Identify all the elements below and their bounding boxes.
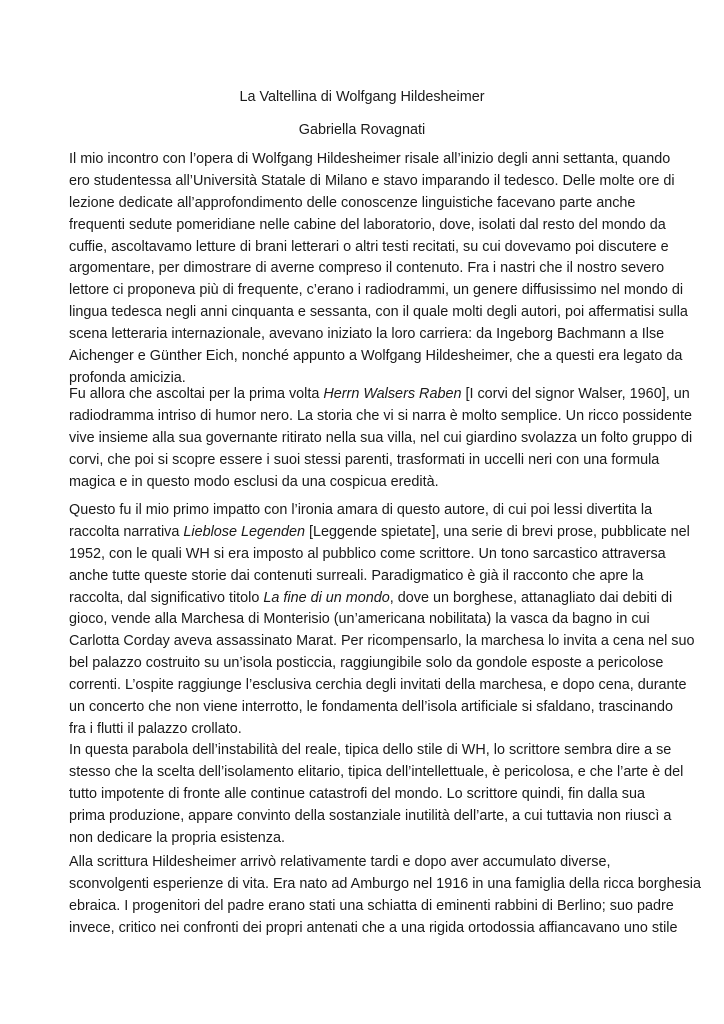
text-run: [I corvi del signor Walser, 1960], un [461, 386, 690, 402]
paragraph-line: Alla scrittura Hildesheimer arrivò relativamente tardi e dopo aver accumulato diverse, [69, 854, 611, 870]
paragraph-line: In questa parabola dell’instabilità del reale, tipica dello stile di WH, lo scrittore sembra dire a se [69, 742, 672, 758]
text-run: , dove un borghese, attanagliato dai debiti di [389, 589, 673, 606]
paragraph-line: corvi, che poi si scopre essere i suoi stessi parenti, trasformati in uccelli neri con una formula [69, 451, 660, 468]
paragraph-line: 1952, con le quali WH si era imposto al pubblico come scrittore. Un tono sarcastico attraversa [69, 545, 666, 562]
paragraph-line: tutto impotente di fronte alle continue catastrofi del mondo. Lo scrittore quindi, fin dalla sua [69, 785, 645, 802]
text-run: Fu allora che ascoltai per la prima volta [69, 386, 324, 402]
paragraph-line: stesso che la scelta dell’isolamento elitario, tipica dell’intellettuale, è pericolosa, e che l’arte è del [69, 763, 684, 780]
paragraph-line [69, 522, 690, 544]
paragraph-line: ebraica. I progenitori del padre erano stati una schiatta di eminenti rabbini di Berlino; suo padre [69, 897, 674, 914]
paragraph-line: lezione dedicate all’approfondimento delle conoscenze linguistiche facevano parte anche [69, 194, 636, 211]
paragraph-line: lettore ci proponeva più di frequente, c’erano i radiodrammi, un genere diffusissimo nel mondo di [69, 282, 684, 299]
paragraph-line: argomentare, per dimostrare di averne compreso il contenuto. Fra i nastri che il nostro severo [69, 260, 665, 277]
paragraph-line: gioco, vende alla Marchesa di Monterisio (un’americana nobilitata) la vasca da bagno in cui [69, 611, 650, 628]
paragraph-line: vive insieme alla sua governante ritirato nella sua villa, nel cui giardino svolazza un folto gruppo di [69, 429, 693, 446]
work-title-italic: Lieblose Legenden [183, 523, 306, 540]
paragraph-line: radiodramma intriso di humor nero. La storia che vi si narra è molto semplice. Un ricco possidente [69, 407, 693, 424]
paragraph-line: un concerto che non viene interrotto, le fondamenta dell’isola artificiale si sfaldano, trascinando [69, 699, 673, 716]
paragraph-line: Il mio incontro con l’opera di Wolfgang Hildesheimer risale all’inizio degli anni settanta, quando [69, 151, 671, 167]
text-run: raccolta, dal significativo titolo [69, 589, 264, 606]
paragraph-line: correnti. L’ospite raggiunge l’esclusiva cerchia degli invitati della marchesa, e dopo cena, durante [69, 677, 687, 694]
paragraph-line: non dedicare la propria esistenza. [69, 829, 285, 846]
paragraph-line: Aichenger e Günther Eich, nonché appunto a Wolfgang Hildesheimer, che a questi era legato da [69, 348, 683, 365]
paragraph-line: fra i flutti il palazzo crollato. [69, 720, 242, 737]
paragraph-line: bel palazzo costruito su un’isola posticcia, raggiungibile solo da gondole esposte a pericolose [69, 655, 664, 672]
paragraph-line: sconvolgenti esperienze di vita. Era nato ad Amburgo nel 1916 in una famiglia della ricca borghesia [69, 875, 701, 892]
paragraph-line: invece, critico nei confronti dei propri antenati che a una rigida ortodossia affiancavano uno stile [69, 919, 678, 936]
document-author: Gabriella Rovagnati [298, 122, 426, 138]
paragraph-line: Carlotta Corday aveva assassinato Marat. Per ricompensarlo, la marchesa lo invita a cena nel suo [69, 633, 695, 650]
paragraph-line: magica e in questo modo esclusi da una cospicua eredità. [69, 473, 439, 490]
paragraph-2 [69, 384, 693, 493]
text-run: [Leggende spietate], una serie di brevi prose, pubblicate nel [305, 523, 690, 540]
document-title: La Valtellina di Wolfgang Hildesheimer [239, 89, 485, 105]
paragraph-line: cuffie, ascoltavamo letture di brani letterari o altri testi recitati, su cui dovevamo poi discutere e [69, 238, 669, 255]
paragraph-line: profonda amicizia. [69, 369, 186, 386]
paragraph-1 [69, 149, 688, 390]
paragraph-line [69, 588, 673, 610]
paragraph-3 [69, 500, 695, 741]
work-title-italic: Herrn Walsers Raben [323, 386, 462, 402]
paragraph-line: lingua tedesca negli anni cinquanta e sessanta, con il quale molti degli autori, poi affermatisi sulla [69, 304, 688, 321]
paragraph-line: ero studentessa all’Università Statale di Milano e stavo imparando il tedesco. Delle molte ore di [69, 172, 675, 189]
paragraph-line: scena letteraria internazionale, avevano iniziato la loro carriera: da Ingeborg Bachmann a Ilse [69, 326, 665, 343]
paragraph-line: anche tutte queste storie dai contenuti surreali. Paradigmatico è già il racconto che apre la [69, 567, 644, 584]
paragraph-line: frequenti sedute pomeridiane nelle cabine del laboratorio, dove, isolati dal resto del mondo da [69, 216, 666, 233]
paragraph-line [69, 384, 690, 406]
work-title-italic: La fine di un mondo [263, 589, 390, 606]
text-run: raccolta narrativa [69, 523, 184, 540]
paragraph-line: Questo fu il mio primo impatto con l’ironia amara di questo autore, di cui poi lessi divertita la [69, 502, 653, 518]
paragraph-4 [69, 740, 684, 849]
paragraph-line: prima produzione, appare convinto della sostanziale inutilità dell’arte, a cui tuttavia non riuscì a [69, 807, 672, 824]
paragraph-5 [69, 852, 701, 940]
